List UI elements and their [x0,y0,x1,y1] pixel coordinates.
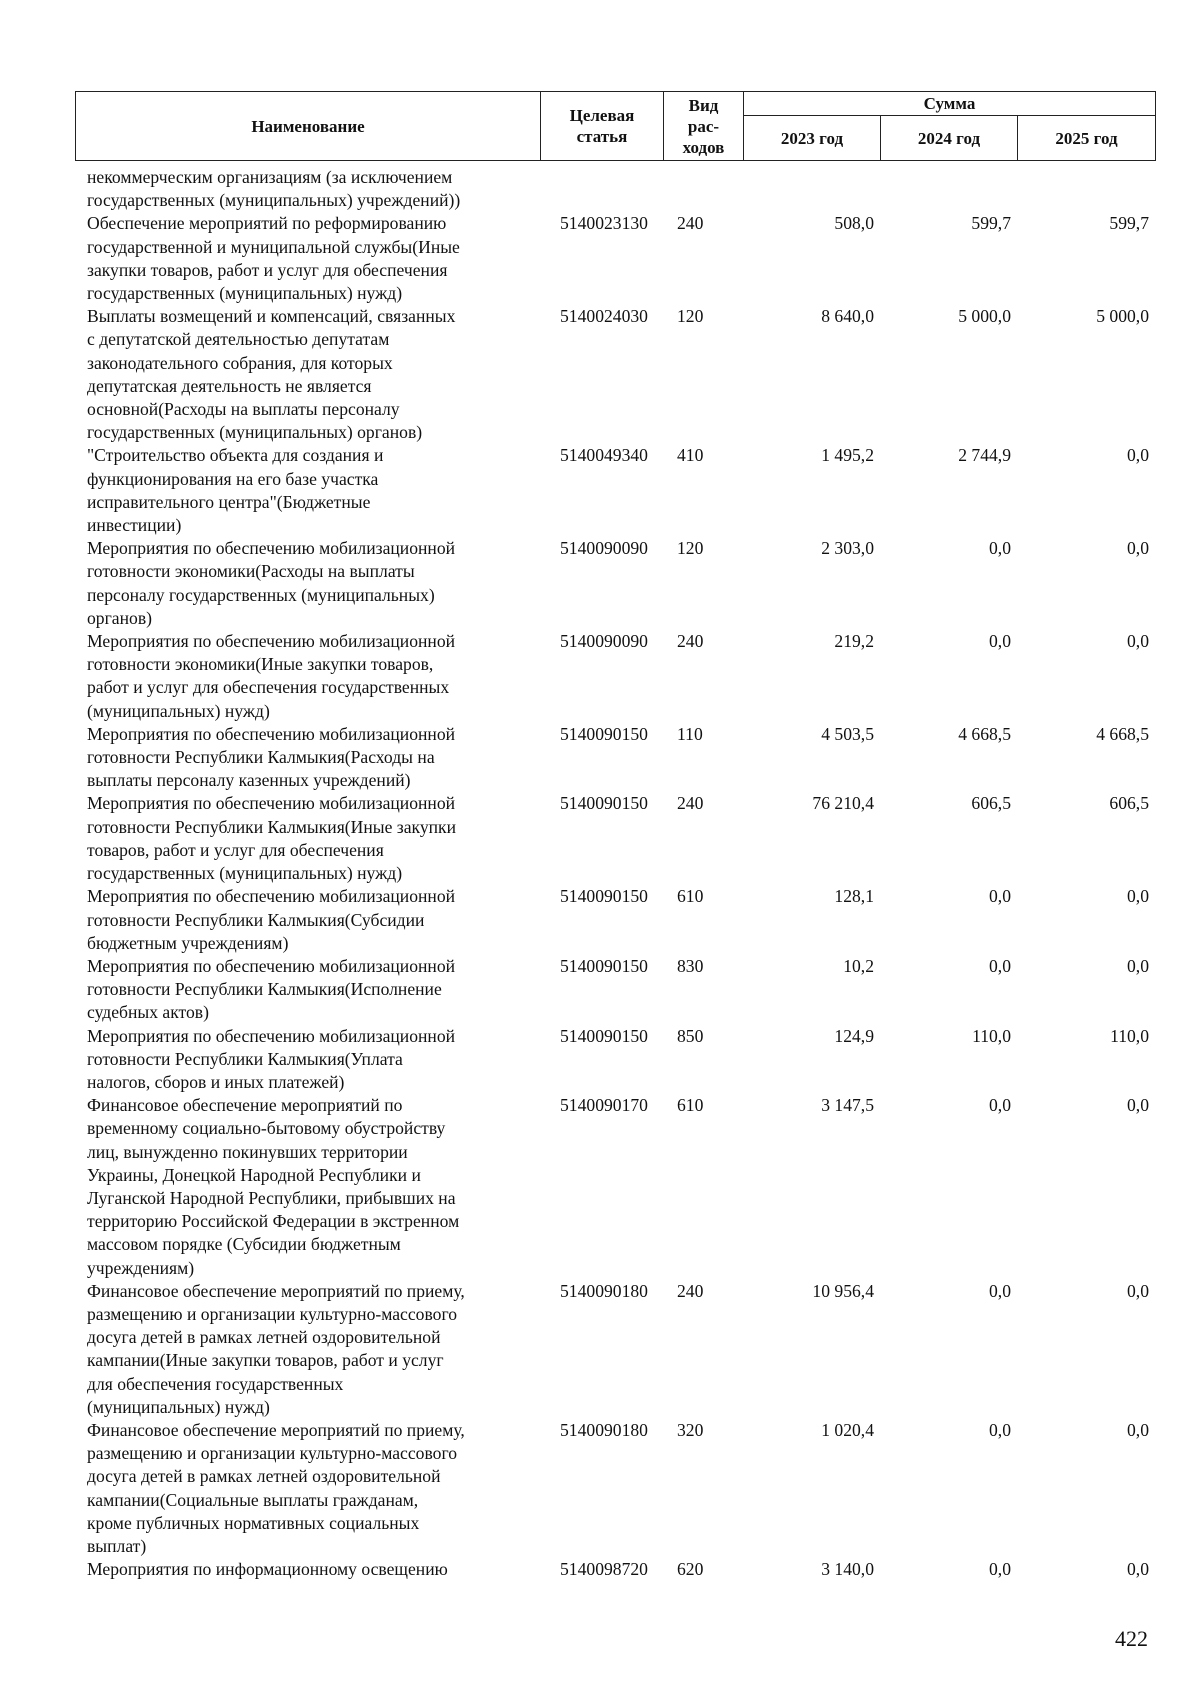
table-row [75,537,1155,630]
page-number: 422 [1115,1626,1148,1651]
row-name-line: государственных (муниципальных) учреждений)) [87,190,461,211]
row-code: 5140090150 [560,723,648,744]
row-name-line: товаров, работ и услуг для обеспечения [87,839,384,860]
row-2024: 0,0 [989,538,1011,559]
row-2024: 599,7 [971,213,1011,234]
row-name-line: для обеспечения государственных [87,1373,344,1394]
row-name-line: Финансовое обеспечение мероприятий по приему, [87,1280,465,1301]
row-name-line: размещению и организации культурно-массового [87,1443,458,1464]
header-2025: 2025 год [1018,116,1156,161]
header-name: Наименование [76,92,541,161]
row-name-line: территорию Российской Федерации в экстренном [87,1211,460,1232]
row-name-line: массовом порядке (Субсидии бюджетным [87,1234,401,1255]
row-vid: 240 [677,1280,704,1301]
table-row [75,1419,1155,1558]
row-2023: 10 956,4 [812,1280,874,1301]
row-2025: 0,0 [1127,538,1149,559]
row-name-line: Мероприятия по информационному освещению [87,1559,448,1580]
row-name-line: функционирования на его базе участка [87,468,379,489]
row-name-line: готовности Республики Калмыкия(Расходы на [87,747,435,768]
header-2023: 2023 год [744,116,881,161]
row-name-line: (муниципальных) нужд) [87,700,270,721]
row-name [75,537,540,630]
row-code: 5140090150 [560,1025,648,1046]
row-name-line: готовности Республики Калмыкия(Субсидии [87,909,425,930]
row-code: 5140090150 [560,886,648,907]
row-name-line: Финансовое обеспечение мероприятий по [87,1095,403,1116]
row-2025: 0,0 [1127,445,1149,466]
table-row [75,1558,1155,1581]
row-name-line: Мероприятия по обеспечению мобилизационной [87,793,456,814]
table-row [75,792,1155,885]
header-2024: 2024 год [881,116,1018,161]
row-name-line: готовности Республики Калмыкия(Иные закупки [87,816,457,837]
row-name-line: государственных (муниципальных) нужд) [87,863,403,884]
header-vid: Вид рас- ходов [664,92,744,161]
row-name-line: Мероприятия по обеспечению мобилизационной [87,538,456,559]
row-2024: 0,0 [989,1280,1011,1301]
row-name-line: исправительного центра"(Бюджетные [87,491,371,512]
row-name-line: работ и услуг для обеспечения государственных [87,677,450,698]
row-2025: 599,7 [1109,213,1149,234]
row-2023: 128,1 [834,886,874,907]
row-name [75,723,540,793]
row-2023: 124,9 [834,1025,874,1046]
row-name-line: Выплаты возмещений и компенсаций, связанных [87,306,456,327]
row-code: 5140090180 [560,1280,648,1301]
table-row [75,723,1155,793]
row-2024: 0,0 [989,1095,1011,1116]
row-code: 5140049340 [560,445,648,466]
row-2025: 110,0 [1110,1025,1149,1046]
row-2024: 0,0 [989,631,1011,652]
row-2024: 606,5 [971,793,1011,814]
table-row [75,885,1155,955]
row-name-line: судебных актов) [87,1002,209,1023]
row-name [75,792,540,885]
row-name-line: Мероприятия по обеспечению мобилизационной [87,1025,456,1046]
row-2023: 8 640,0 [821,306,874,327]
row-name-line: учреждениям) [87,1257,195,1278]
table-row [75,955,1155,1025]
table-header [75,91,1156,161]
row-name-line: размещению и организации культурно-массового [87,1303,458,1324]
row-2024: 5 000,0 [958,306,1011,327]
row-name-line: законодательного собрания, для которых [87,352,393,373]
row-2023: 1 020,4 [821,1419,874,1440]
row-name-line: налогов, сборов и иных платежей) [87,1071,345,1092]
row-code: 5140090090 [560,538,648,559]
row-name-line: бюджетным учреждениям) [87,932,289,953]
table-row [75,1094,1155,1280]
row-name-line: Мероприятия по обеспечению мобилизационной [87,955,456,976]
row-2025: 0,0 [1127,886,1149,907]
row-name [75,1280,540,1419]
row-name-line: выплаты персоналу казенных учреждений) [87,770,411,791]
row-2025: 0,0 [1127,955,1149,976]
row-2023: 1 495,2 [821,445,874,466]
row-name [75,1558,540,1581]
row-name-line: персоналу государственных (муниципальных) [87,584,435,605]
row-code: 5140090150 [560,955,648,976]
row-vid: 240 [677,793,704,814]
row-code: 5140023130 [560,213,648,234]
row-name-line: досуга детей в рамках летней оздоровительной [87,1466,441,1487]
row-2025: 0,0 [1127,631,1149,652]
row-name-line: лиц, вынужденно покинувших территории [87,1141,408,1162]
row-code: 5140090170 [560,1095,648,1116]
row-2024 [880,166,1017,212]
row-2023 [743,166,880,212]
row-name-line: готовности Республики Калмыкия(Исполнение [87,979,442,1000]
table-row [75,305,1155,444]
row-2025: 0,0 [1127,1419,1149,1440]
row-2023: 219,2 [834,631,874,652]
row-name-line: кроме публичных нормативных социальных [87,1512,420,1533]
row-code [540,166,663,212]
header-summa: Сумма [744,92,1156,116]
row-2023: 10,2 [843,955,874,976]
row-name [75,305,540,444]
row-name [75,1094,540,1280]
row-2025: 5 000,0 [1096,306,1149,327]
row-2024: 0,0 [989,886,1011,907]
row-name-line: некоммерческим организациям (за исключением [87,167,453,187]
row-name [75,166,540,212]
row-vid: 120 [677,306,704,327]
row-name-line: закупки товаров, работ и услуг для обеспечения [87,259,448,280]
row-name-line: кампании(Социальные выплаты гражданам, [87,1489,419,1510]
row-code: 5140090180 [560,1419,648,1440]
row-vid: 620 [677,1559,704,1580]
row-vid [663,166,743,212]
row-2024: 110,0 [972,1025,1011,1046]
row-name-line: готовности экономики(Расходы на выплаты [87,561,415,582]
row-2023: 3 140,0 [821,1559,874,1580]
row-2025: 4 668,5 [1096,723,1149,744]
row-name-line: Финансовое обеспечение мероприятий по приему, [87,1419,465,1440]
header-target: Целевая статья [541,92,664,161]
row-2023: 508,0 [834,213,874,234]
row-name-line: Мероприятия по обеспечению мобилизационной [87,631,456,652]
row-name-line: Мероприятия по обеспечению мобилизационной [87,886,456,907]
row-vid: 830 [677,955,704,976]
row-name-line: Луганской Народной Республики, прибывших на [87,1187,456,1208]
row-name [75,444,540,537]
row-name-line: кампании(Иные закупки товаров, работ и услуг [87,1350,444,1371]
row-name-line: временному социально-бытовому обустройству [87,1118,446,1139]
row-2024: 4 668,5 [958,723,1011,744]
table-row [75,1280,1155,1419]
table-row [75,630,1155,723]
row-name-line: основной(Расходы на выплаты персоналу [87,399,400,420]
row-2023: 4 503,5 [821,723,874,744]
row-name-line: Украины, Донецкой Народной Республики и [87,1164,421,1185]
row-vid: 240 [677,213,704,234]
row-vid: 610 [677,1095,704,1116]
row-2023: 76 210,4 [812,793,874,814]
row-2025: 0,0 [1127,1559,1149,1580]
row-name-line: государственных (муниципальных) нужд) [87,283,403,304]
row-2024: 2 744,9 [958,445,1011,466]
row-name-line: Мероприятия по обеспечению мобилизационной [87,723,456,744]
row-name-line: государственных (муниципальных) органов) [87,422,423,443]
row-2025: 606,5 [1109,793,1149,814]
row-name-line: досуга детей в рамках летней оздоровительной [87,1327,441,1348]
row-name [75,955,540,1025]
row-vid: 410 [677,445,704,466]
row-2025: 0,0 [1127,1280,1149,1301]
row-name-line: готовности экономики(Иные закупки товаров, [87,654,434,675]
row-name [75,1419,540,1558]
row-2024: 0,0 [989,955,1011,976]
row-name [75,212,540,305]
row-name-line: выплат) [87,1535,147,1556]
row-2025 [1017,166,1155,212]
row-name-line: Обеспечение мероприятий по реформированию [87,213,447,234]
row-code: 5140090090 [560,631,648,652]
row-name-line: государственной и муниципальной службы(Иные [87,236,460,257]
table-row [75,1025,1155,1095]
row-2024: 0,0 [989,1559,1011,1580]
row-code: 5140090150 [560,793,648,814]
row-2023: 2 303,0 [821,538,874,559]
row-name-line: с депутатской деятельностью депутатам [87,329,390,350]
row-name [75,1025,540,1095]
row-name-line: "Строительство объекта для создания и [87,445,384,466]
row-name-line: органов) [87,607,152,628]
row-name-line: депутатская деятельность не является [87,375,372,396]
table-body [75,166,1155,1581]
row-2024: 0,0 [989,1419,1011,1440]
table-row [75,444,1155,537]
row-name [75,885,540,955]
row-vid: 240 [677,631,704,652]
row-vid: 610 [677,886,704,907]
row-vid: 120 [677,538,704,559]
row-name-line: (муниципальных) нужд) [87,1396,270,1417]
row-name [75,630,540,723]
row-name-line: готовности Республики Калмыкия(Уплата [87,1048,403,1069]
row-vid: 320 [677,1419,704,1440]
row-code: 5140098720 [560,1559,648,1580]
row-2023: 3 147,5 [821,1095,874,1116]
table-row [75,212,1155,305]
row-code: 5140024030 [560,306,648,327]
table-row [75,166,1155,212]
row-name-line: инвестиции) [87,515,182,536]
row-2025: 0,0 [1127,1095,1149,1116]
row-vid: 110 [677,723,703,744]
row-vid: 850 [677,1025,704,1046]
